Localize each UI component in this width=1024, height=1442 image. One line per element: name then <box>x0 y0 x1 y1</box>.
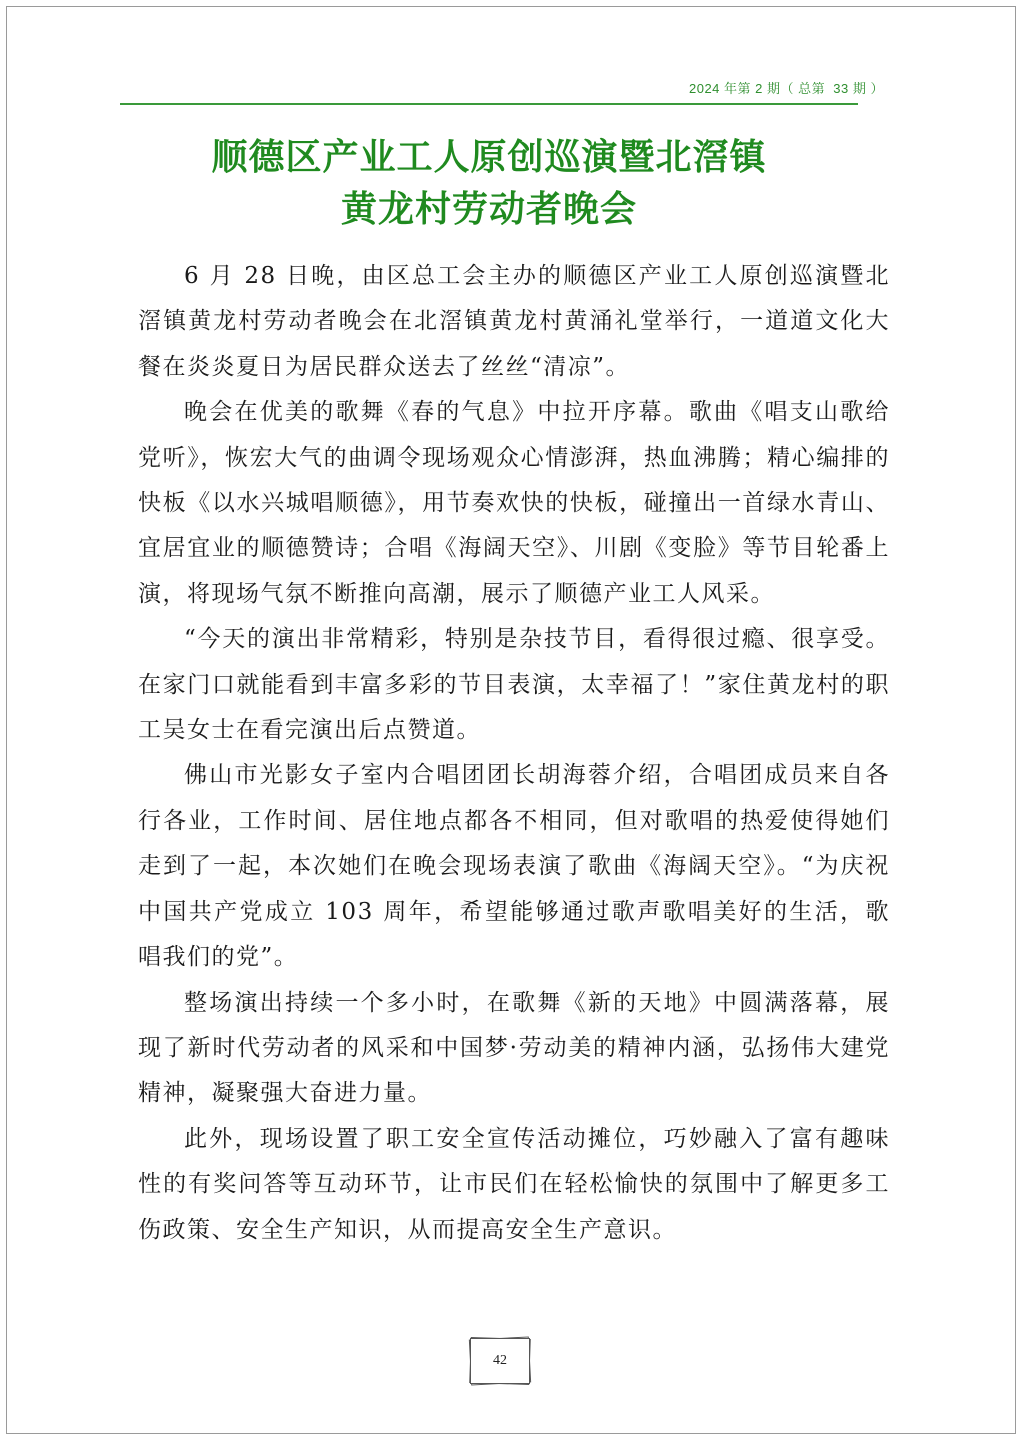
page-number-badge <box>470 1338 532 1388</box>
paragraph-6: 此外，现场设置了职工安全宣传活动摊位，巧妙融入了富有趣味性的有奖问答等互动环节，让市民们在轻松愉快的氛围中了解更多工伤政策、安全生产知识，从而提高安全生产意识。 <box>138 1125 890 1243</box>
article-body <box>138 254 890 1253</box>
paragraph-4: 佛山市光影女子室内合唱团团长胡海蓉介绍，合唱团成员来自各行各业，工作时间、居住地点都各不相同，但对歌唱的热爱使得她们走到了一起，本次她们在晚会现场表演了歌曲《海阔天空》。“为庆祝中国共产党成立 103 周年，希望能够通过歌声歌唱美好的生活，歌唱我们的党”。 <box>138 762 890 971</box>
article-title-line-1: 顺德区产业工人原创巡演暨北滘镇 <box>211 137 767 178</box>
paragraph-1: 6 月 28 日晚，由区总工会主办的顺德区产业工人原创巡演暨北滘镇黄龙村劳动者晚会在北滘镇黄龙村黄涌礼堂举行，一道道文化大餐在炎炎夏日为居民群众送去了丝丝“清凉”。 <box>138 263 890 380</box>
header-divider <box>120 103 858 105</box>
paragraph-3: “今天的演出非常精彩，特别是杂技节目，看得很过瘾、很享受。在家门口就能看到丰富多彩的节目表演，太幸福了！”家住黄龙村的职工吴女士在看完演出后点赞道。 <box>138 626 890 744</box>
paragraph-2: 晚会在优美的歌舞《春的气息》中拉开序幕。歌曲《唱支山歌给党听》，恢宏大气的曲调令现场观众心情澎湃，热血沸腾；精心编排的快板《以水兴城唱顺德》，用节奏欢快的快板，碰撞出一首绿水青山、宜居宜业的顺德赞诗；合唱《海阔天空》、川剧《变脸》等节目轮番上演，将现场气氛不断推向高潮，展示了顺德产业工人风采。 <box>138 399 890 607</box>
article-title-line-2: 黄龙村劳动者晚会 <box>340 189 637 230</box>
paragraph-5: 整场演出持续一个多小时，在歌舞《新的天地》中圆满落幕，展现了新时代劳动者的风采和中国梦·劳动美的精神内涵，弘扬伟大建党精神，凝聚强大奋进力量。 <box>138 989 890 1107</box>
issue-number: 2024 年第 2 期（ 总第 33 期 ） <box>688 81 884 96</box>
article-title <box>120 132 858 236</box>
page-number: 42 <box>470 1338 530 1384</box>
